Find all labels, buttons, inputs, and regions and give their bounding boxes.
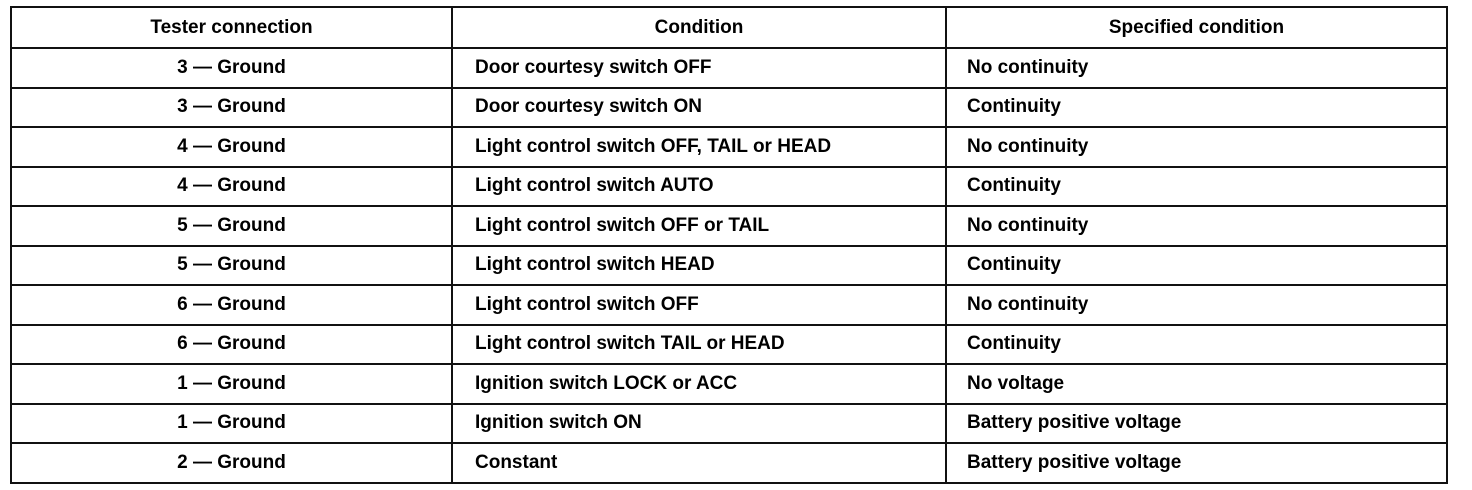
table-row	[11, 246, 1447, 286]
cell-condition: Light control switch TAIL or HEAD	[452, 325, 946, 365]
cell-specified-condition: Battery positive voltage	[946, 443, 1447, 483]
table-row	[11, 127, 1447, 167]
cell-condition: Light control switch AUTO	[452, 167, 946, 207]
table-header-row	[11, 7, 1447, 48]
table-row	[11, 364, 1447, 404]
table-row	[11, 88, 1447, 128]
table-row	[11, 206, 1447, 246]
cell-specified-condition: No voltage	[946, 364, 1447, 404]
table-row	[11, 167, 1447, 207]
cell-tester-connection: 6 — Ground	[11, 285, 452, 325]
table-row	[11, 48, 1447, 88]
cell-tester-connection: 5 — Ground	[11, 206, 452, 246]
cell-tester-connection: 1 — Ground	[11, 404, 452, 444]
cell-tester-connection: 5 — Ground	[11, 246, 452, 286]
cell-condition: Light control switch OFF	[452, 285, 946, 325]
cell-condition: Light control switch OFF or TAIL	[452, 206, 946, 246]
cell-specified-condition: No continuity	[946, 285, 1447, 325]
cell-condition: Light control switch HEAD	[452, 246, 946, 286]
cell-tester-connection: 1 — Ground	[11, 364, 452, 404]
cell-tester-connection: 4 — Ground	[11, 127, 452, 167]
header-condition: Condition	[452, 7, 946, 48]
cell-tester-connection: 4 — Ground	[11, 167, 452, 207]
cell-tester-connection: 2 — Ground	[11, 443, 452, 483]
cell-condition: Light control switch OFF, TAIL or HEAD	[452, 127, 946, 167]
tester-table-container	[10, 6, 1446, 484]
cell-specified-condition: No continuity	[946, 206, 1447, 246]
cell-specified-condition: Continuity	[946, 325, 1447, 365]
cell-specified-condition: Continuity	[946, 167, 1447, 207]
table-row	[11, 404, 1447, 444]
cell-condition: Ignition switch LOCK or ACC	[452, 364, 946, 404]
cell-condition: Constant	[452, 443, 946, 483]
table-row	[11, 285, 1447, 325]
cell-tester-connection: 3 — Ground	[11, 48, 452, 88]
header-tester-connection: Tester connection	[11, 7, 452, 48]
cell-condition: Door courtesy switch ON	[452, 88, 946, 128]
header-specified-condition: Specified condition	[946, 7, 1447, 48]
cell-tester-connection: 3 — Ground	[11, 88, 452, 128]
cell-specified-condition: No continuity	[946, 127, 1447, 167]
cell-condition: Ignition switch ON	[452, 404, 946, 444]
cell-specified-condition: Battery positive voltage	[946, 404, 1447, 444]
tester-connection-table	[10, 6, 1448, 484]
table-row	[11, 443, 1447, 483]
cell-tester-connection: 6 — Ground	[11, 325, 452, 365]
cell-condition: Door courtesy switch OFF	[452, 48, 946, 88]
cell-specified-condition: Continuity	[946, 88, 1447, 128]
cell-specified-condition: No continuity	[946, 48, 1447, 88]
table-row	[11, 325, 1447, 365]
cell-specified-condition: Continuity	[946, 246, 1447, 286]
